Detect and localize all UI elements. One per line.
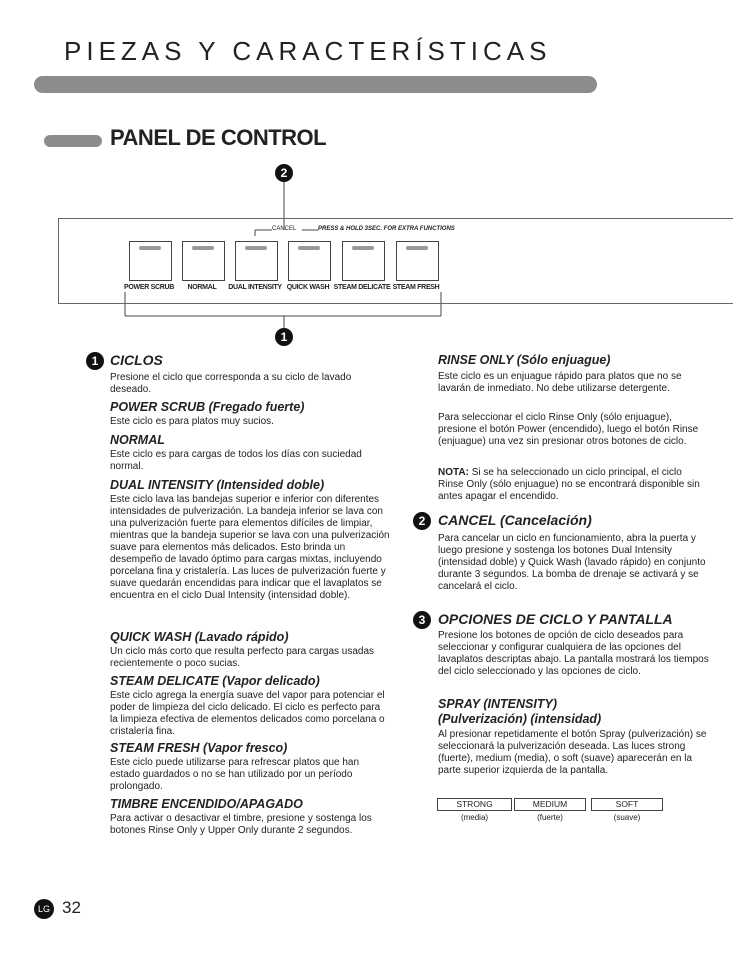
strong-indicator: STRONG: [437, 798, 512, 811]
led-indicator: [298, 246, 320, 250]
timbre-heading: TIMBRE ENCENDIDO/APAGADO: [110, 797, 303, 811]
soft-indicator: SOFT: [591, 798, 663, 811]
dual-intensity-heading: DUAL INTENSITY (Intensided doble): [110, 478, 325, 492]
spray-heading-2: (Pulverización) (intensidad): [438, 712, 602, 726]
normal-text: Este ciclo es para cargas de todos los días con suciedad normal.: [110, 449, 362, 472]
led-indicator: [192, 246, 214, 250]
press-hold-label: PRESS & HOLD 3SEC. FOR EXTRA FUNCTIONS: [318, 226, 455, 232]
section-marker-3: 3: [413, 611, 431, 629]
quick-wash-text: Un ciclo más corto que resulta perfecto para cargas usadas recientemente o poco sucias.: [110, 646, 375, 669]
medium-indicator: MEDIUM: [514, 798, 586, 811]
steam-fresh-button[interactable]: [396, 241, 439, 281]
steam-delicate-button[interactable]: [342, 241, 385, 281]
button-label: QUICK WASH: [286, 284, 330, 291]
led-indicator: [139, 246, 161, 250]
rinse-only-instructions: Para seleccionar el ciclo Rinse Only (sólo enjuague), presione el botón Power (encendido), luego el botón Rinse (enjuague) una vez sin presionar otros botones de ciclo.: [438, 412, 699, 447]
spray-heading-1: SPRAY (INTENSITY): [438, 697, 557, 711]
button-label: POWER SCRUB: [124, 284, 174, 291]
callout-marker-2: 2: [275, 164, 293, 182]
section-marker-1: 1: [86, 352, 104, 370]
cancel-text: Para cancelar un ciclo en funcionamiento, abra la puerta y luego presione y sostenga los botones Dual Intensity (intensidad doble) y Quick Wash (lavado rápido) en conjunto durante 3 segundos. La bomba de drenaje se activará y se cancelará el ciclo.: [438, 533, 706, 592]
button-label: NORMAL: [187, 284, 217, 291]
nota-text: Si se ha seleccionado un ciclo principal, el ciclo Rinse Only (sólo enjuague) no se encontrará disponible sin antes apagar el encendido.: [438, 467, 700, 502]
power-scrub-button[interactable]: [129, 241, 172, 281]
timbre-text: Para activar o desactivar el timbre, presione y sostenga los botones Rinse Only y Upper Only durante 2 segundos.: [110, 813, 372, 836]
dual-intensity-text: Este ciclo lava las bandejas superior e inferior con diferentes intensidades de pulverización. La bandeja inferior se lava con una pulverización fuerte para elementos difíciles de limpiar, mientras que la bandeja superior se lava con una pulverización suave para elementos más delicados. Esto brinda un desempeño de lavado óptimo para cargas mixtas, incluyendo porcelana fina y cristalería. Las luces de pulverización fuerte y suave quedarán encendidas para indicar que el lavaplatos se encuentra en el ciclo Dual Intensity (intensidad doble).: [110, 494, 390, 601]
spray-text: Al presionar repetidamente el botón Spray (pulverización) se seleccionará la pulverización deseada. Las luces strong (fuerte), medium (media), o soft (suave) aparecerán en la parte superior izquierda de la pantalla.: [438, 729, 707, 776]
quick-wash-button[interactable]: [288, 241, 331, 281]
nota-block: [438, 467, 710, 503]
steam-fresh-heading: STEAM FRESH (Vapor fresco): [110, 741, 288, 755]
button-label: STEAM DELICATE: [333, 284, 391, 291]
ciclos-heading: CICLOS: [110, 352, 163, 368]
button-label: DUAL INTENSITY: [228, 284, 282, 291]
opciones-heading: OPCIONES DE CICLO Y PANTALLA: [438, 611, 673, 627]
quick-wash-heading: QUICK WASH (Lavado rápido): [110, 630, 289, 644]
normal-heading: NORMAL: [110, 433, 165, 447]
button-label: STEAM FRESH: [392, 284, 440, 291]
power-scrub-text: Este ciclo es para platos muy sucios.: [110, 416, 274, 427]
cancel-label: CANCEL: [272, 226, 297, 232]
rinse-only-text: Este ciclo es un enjuague rápido para platos que no se lavarán de inmediato. No debe utilizarse detergente.: [438, 371, 682, 394]
opciones-text: Presione los botones de opción de ciclo deseados para seleccionar y configurar cualquiera de las opciones del lavaplatos descriptas abajo. La pantalla mostrará los tiempos del ciclo seleccionado y las opciones de ciclo.: [438, 630, 709, 677]
soft-sub-label: (suave): [613, 813, 641, 822]
steam-delicate-heading: STEAM DELICATE (Vapor delicado): [110, 674, 320, 688]
nota-label: NOTA:: [438, 467, 469, 478]
cancel-heading: CANCEL (Cancelación): [438, 512, 592, 528]
normal-button[interactable]: [182, 241, 225, 281]
led-indicator: [245, 246, 267, 250]
steam-fresh-text: Este ciclo puede utilizarse para refrescar platos que han estado guardados o no se han utilizado por un período prolongado.: [110, 757, 360, 792]
led-indicator: [352, 246, 374, 250]
dual-intensity-button[interactable]: [235, 241, 278, 281]
steam-delicate-text: Este ciclo agrega la energía suave del vapor para potenciar el poder de limpieza del ciclo delicado. El ciclo es perfecto para la limpieza efectiva de elementos delicados como porcelana o cristalería fina.: [110, 690, 385, 737]
strong-sub-label: (media): [460, 813, 489, 822]
rinse-only-heading: RINSE ONLY (Sólo enjuague): [438, 353, 611, 367]
led-indicator: [406, 246, 428, 250]
medium-sub-label: (fuerte): [537, 813, 563, 822]
page-number: 32: [62, 898, 81, 917]
power-scrub-heading: POWER SCRUB (Fregado fuerte): [110, 400, 305, 414]
page-title: PIEZAS Y CARACTERÍSTICAS: [64, 36, 552, 66]
ciclos-text: Presione el ciclo que corresponda a su ciclo de lavado deseado.: [110, 372, 352, 395]
callout-marker-1: 1: [275, 328, 293, 346]
section-title: PANEL DE CONTROL: [110, 125, 327, 150]
lg-logo-icon: LG: [34, 899, 54, 919]
section-marker-2: 2: [413, 512, 431, 530]
